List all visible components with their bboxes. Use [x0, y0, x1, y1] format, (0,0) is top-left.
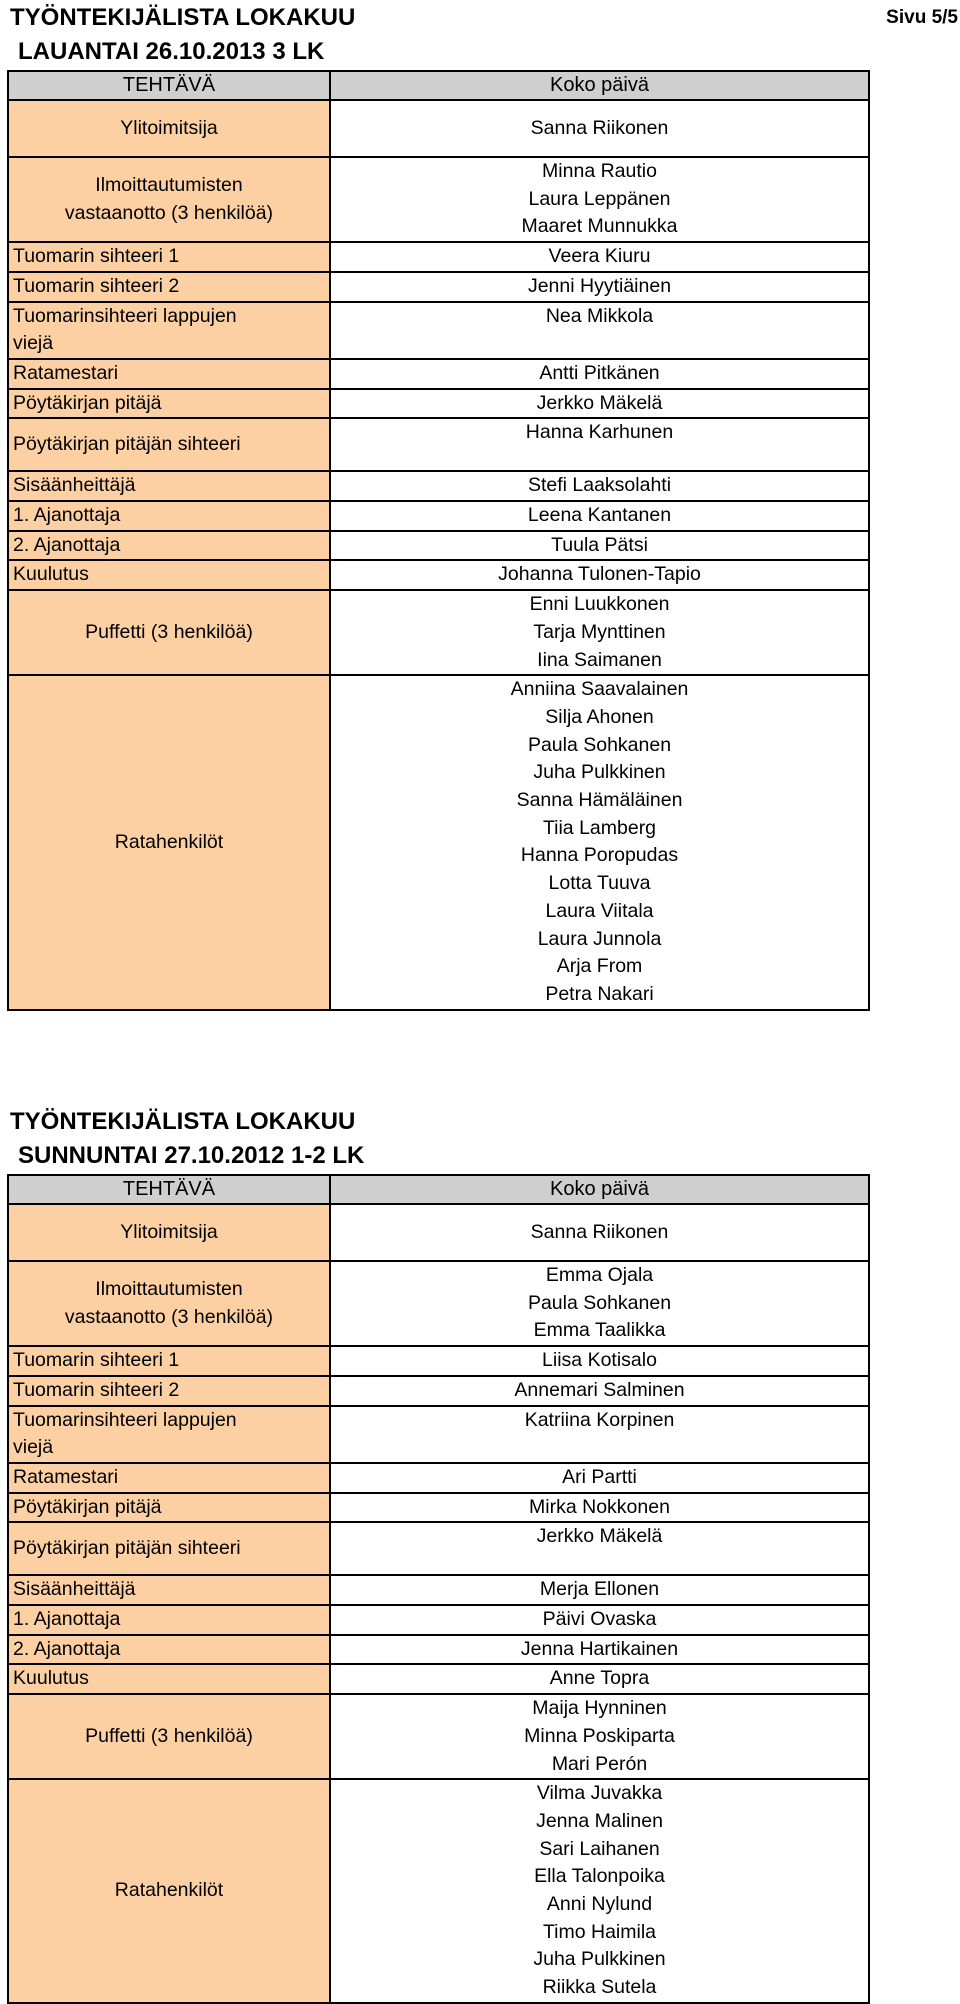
task-label: Tuomarin sihteeri 2 — [13, 274, 180, 297]
assignee-name: Riikka Sutela — [542, 1976, 657, 1999]
task-label: Kuulutus — [13, 1667, 89, 1690]
assignee-name: Nea Mikkola — [545, 304, 654, 327]
day-subtitle: SUNNUNTAI 27.10.2012 1-2 LK — [18, 1142, 365, 1169]
task-label: Tuomarinsihteeri lappujen — [13, 1408, 237, 1431]
table-row — [8, 157, 869, 242]
task-label: viejä — [13, 1436, 54, 1459]
assignee-name: Mirka Nokkonen — [529, 1495, 670, 1518]
task-label: 2. Ajanottaja — [13, 533, 121, 556]
assignee-name: Johanna Tulonen-Tapio — [498, 563, 701, 586]
assignee-name: Arja From — [556, 955, 643, 978]
task-label: Pöytäkirjan pitäjä — [13, 1495, 162, 1518]
task-label: Tuomarinsihteeri lappujen — [13, 304, 237, 327]
page-title: TYÖNTEKIJÄLISTA LOKAKUU — [10, 1108, 356, 1135]
assignee-name: Jenna Hartikainen — [520, 1637, 679, 1660]
task-label: viejä — [13, 332, 54, 355]
table-row — [8, 531, 869, 561]
task-label: Puffetti (3 henkilöä) — [85, 620, 253, 643]
table-row — [8, 560, 869, 590]
assignee-name: Iina Saimanen — [537, 648, 662, 671]
table-row — [8, 1261, 869, 1346]
task-label: 1. Ajanottaja — [13, 1608, 121, 1631]
table-row — [8, 272, 869, 302]
assignee-name: Jenna Malinen — [536, 1809, 663, 1832]
day-subtitle: LAUANTAI 26.10.2013 3 LK — [18, 38, 325, 65]
task-label: Ratamestari — [13, 361, 119, 384]
assignee-name: Tiia Lamberg — [542, 816, 657, 839]
assignee-name: Emma Taalikka — [533, 1319, 666, 1342]
assignee-name: Laura Leppänen — [528, 187, 671, 210]
table-row — [8, 242, 869, 272]
assignee-name: Liisa Kotisalo — [542, 1349, 657, 1372]
table-row — [8, 1605, 869, 1635]
table-header-row — [8, 71, 869, 100]
assignee-name: Anni Nylund — [546, 1893, 653, 1916]
table-row — [8, 501, 869, 531]
column-header-task: TEHTÄVÄ — [8, 71, 330, 100]
assignee-name: Ella Talonpoika — [534, 1865, 665, 1888]
table-row — [8, 1522, 869, 1575]
task-label: Puffetti (3 henkilöä) — [85, 1724, 253, 1747]
table-row — [8, 1575, 869, 1605]
assignee-name: Tuula Pätsi — [551, 533, 648, 556]
assignee-name: Anniina Saavalainen — [510, 678, 689, 701]
table-row — [8, 1346, 869, 1376]
task-label: 1. Ajanottaja — [13, 504, 121, 527]
task-label: Ratahenkilöt — [114, 830, 224, 853]
task-label: Tuomarin sihteeri 2 — [13, 1378, 180, 1401]
assignee-name: Maija Hynninen — [532, 1697, 667, 1720]
table-row — [8, 1204, 869, 1261]
table-row — [8, 1376, 869, 1406]
table-row — [8, 675, 869, 1009]
assignee-name: Paula Sohkanen — [527, 1291, 672, 1314]
assignee-name: Sanna Riikonen — [530, 1220, 669, 1243]
task-label: 2. Ajanottaja — [13, 1637, 121, 1660]
assignee-name: Lotta Tuuva — [548, 872, 651, 895]
assignee-name: Leena Kantanen — [527, 504, 672, 527]
table-row — [8, 590, 869, 675]
assignee-name: Mari Perón — [551, 1752, 648, 1775]
task-label: Ratamestari — [13, 1465, 119, 1488]
table-row — [8, 389, 869, 419]
assignee-name: Laura Junnola — [537, 927, 662, 950]
assignee-name: Petra Nakari — [545, 982, 654, 1005]
column-header-task: TEHTÄVÄ — [8, 1175, 330, 1204]
task-label: Ratahenkilöt — [114, 1879, 224, 1902]
task-label: Ylitoimitsija — [120, 1220, 218, 1243]
assignee-name: Sanna Riikonen — [530, 116, 669, 139]
roster-table — [7, 70, 870, 1011]
assignee-name: Hanna Poropudas — [520, 844, 679, 867]
assignee-name: Sari Laihanen — [539, 1837, 660, 1860]
assignee-name: Antti Pitkänen — [539, 361, 660, 384]
table-row — [8, 418, 869, 471]
table-row — [8, 1664, 869, 1694]
table-row — [8, 1779, 869, 2003]
table-row — [8, 100, 869, 157]
column-header-shift: Koko päivä — [330, 71, 869, 100]
assignee-name: Paula Sohkanen — [527, 733, 672, 756]
task-label: Ilmoittautumisten — [95, 1277, 243, 1300]
column-header-shift: Koko päivä — [330, 1175, 869, 1204]
table-row — [8, 1635, 869, 1665]
task-label: Tuomarin sihteeri 1 — [13, 245, 180, 268]
assignee-name: Stefi Laaksolahti — [527, 474, 672, 497]
table-row — [8, 1694, 869, 1779]
assignee-name: Annemari Salminen — [514, 1378, 685, 1401]
table-row — [8, 1493, 869, 1523]
assignee-name: Juha Pulkkinen — [533, 761, 666, 784]
task-label: Ylitoimitsija — [120, 116, 218, 139]
assignee-name: Laura Viitala — [545, 899, 654, 922]
task-label: Sisäänheittäjä — [13, 1578, 136, 1601]
task-label: vastaanotto (3 henkilöä) — [64, 1305, 274, 1328]
assignee-name: Emma Ojala — [545, 1264, 654, 1286]
assignee-name: Juha Pulkkinen — [533, 1948, 666, 1971]
assignee-name: Minna Poskiparta — [524, 1724, 675, 1747]
assignee-name: Ari Partti — [562, 1465, 637, 1488]
assignee-name: Anne Topra — [549, 1667, 650, 1690]
table-header-row — [8, 1175, 869, 1204]
table-row — [8, 1463, 869, 1493]
task-label: vastaanotto (3 henkilöä) — [64, 201, 274, 224]
task-label: Kuulutus — [13, 563, 89, 586]
assignee-name: Sanna Hämäläinen — [516, 789, 683, 812]
assignee-name: Merja Ellonen — [539, 1578, 660, 1601]
roster-table — [7, 1174, 870, 2004]
assignee-name: Vilma Juvakka — [536, 1782, 663, 1805]
assignee-name: Jerkko Mäkelä — [536, 391, 663, 414]
task-label: Sisäänheittäjä — [13, 474, 136, 497]
table-row — [8, 302, 869, 359]
assignee-name: Päivi Ovaska — [542, 1608, 657, 1631]
assignee-name: Maaret Munnukka — [521, 215, 678, 238]
assignee-name: Jenni Hyytiäinen — [527, 274, 672, 297]
table-row — [8, 471, 869, 501]
task-label: Pöytäkirjan pitäjän sihteeri — [13, 1536, 241, 1559]
task-label: Pöytäkirjan pitäjän sihteeri — [13, 432, 241, 455]
assignee-name: Tarja Mynttinen — [533, 620, 666, 643]
assignee-name: Katriina Korpinen — [524, 1408, 675, 1431]
assignee-name: Silja Ahonen — [545, 705, 654, 728]
table-row — [8, 359, 869, 389]
assignee-name: Veera Kiuru — [548, 245, 651, 268]
task-label: Ilmoittautumisten — [95, 173, 243, 196]
assignee-name: Minna Rautio — [542, 160, 657, 182]
assignee-name: Hanna Karhunen — [525, 421, 674, 444]
assignee-name: Enni Luukkonen — [529, 593, 670, 616]
page-title: TYÖNTEKIJÄLISTA LOKAKUU — [10, 4, 356, 31]
assignee-name: Jerkko Mäkelä — [536, 1525, 663, 1548]
schedule-sunday — [0, 1104, 960, 1999]
table-row — [8, 1406, 869, 1463]
assignee-name: Timo Haimila — [542, 1920, 657, 1943]
page-number: Sivu 5/5 — [886, 7, 958, 28]
task-label: Pöytäkirjan pitäjä — [13, 391, 162, 414]
task-label: Tuomarin sihteeri 1 — [13, 1349, 180, 1372]
